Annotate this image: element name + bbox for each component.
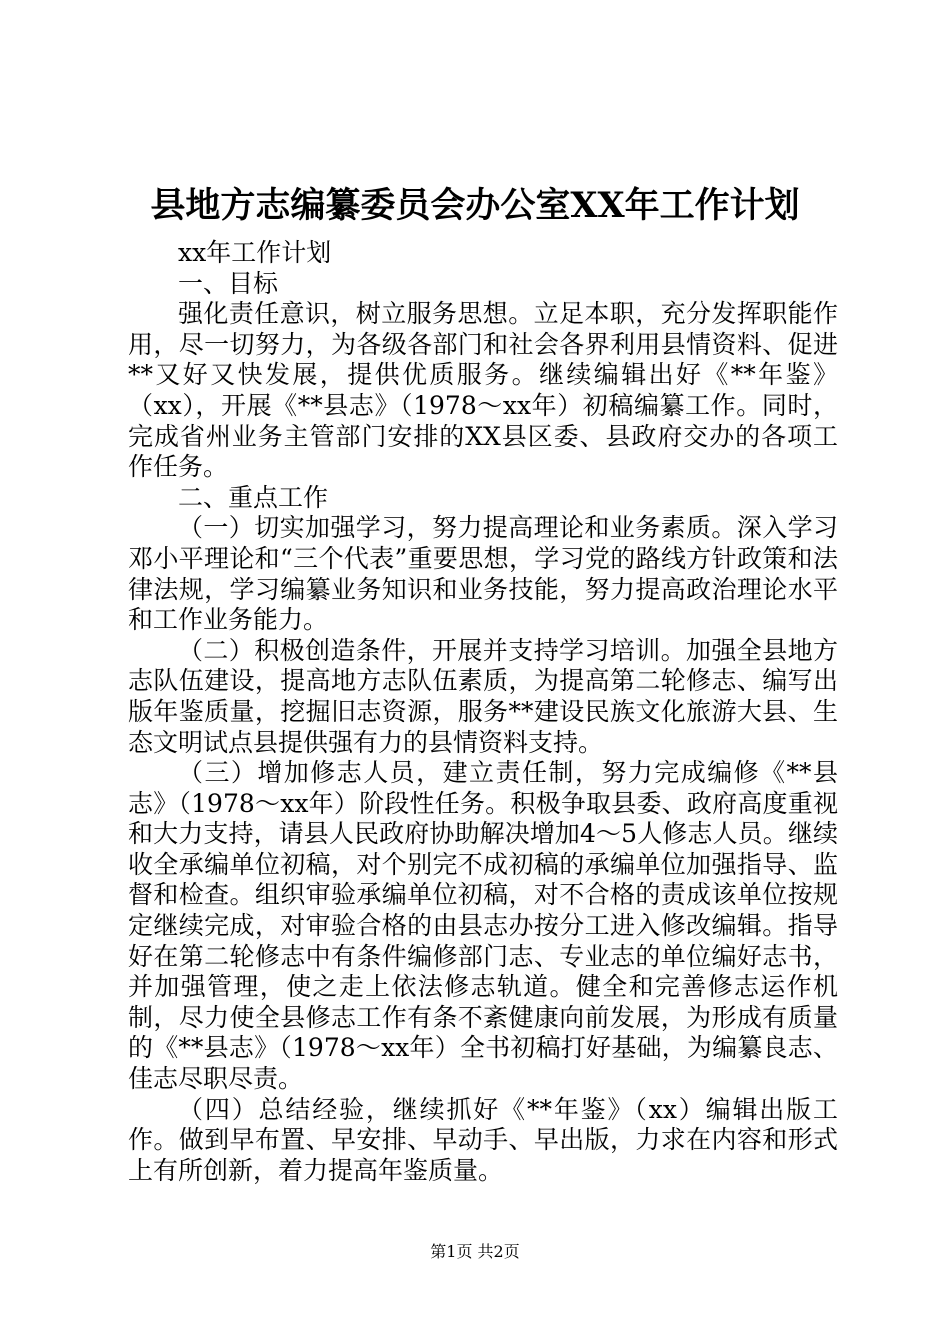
paragraph-item-3: （三）增加修志人员，建立责任制，努力完成编修《**县志》（1978～xx年）阶段性任务。积极争取县委、政府高度重视和大力支持，请县人民政府协助解决增加4～5人修志人员。继续收全承编单位初稿，对个别完不成初稿的承编单位加强指导、监督和检查。组织审验承编单位初稿，对不合格的责成该单位按规定继续完成，对审验合格的由县志办按分工进入修改编辑。指导好在第二轮修志中有条件编修部门志、专业志的单位编好志书，并加强管理，使之走上依法修志轨道。健全和完善修志运作机制，尽力使全县修志工作有条不紊健康向前发展，为形成有质量的《**县志》（1978～xx年）全书初稿打好基础，为编纂良志、佳志尽职尽责。 xyxy=(128,758,838,1094)
paragraph-item-4: （四）总结经验，继续抓好《**年鉴》（xx）编辑出版工作。做到早布置、早安排、早动手、早出版，力求在内容和形式上有所创新，着力提高年鉴质量。 xyxy=(128,1094,838,1185)
page-footer: 第1页 共2页 xyxy=(430,1242,520,1261)
paragraph-item-1: （一）切实加强学习，努力提高理论和业务素质。深入学习邓小平理论和“三个代表”重要思想，学习党的路线方针政策和法律法规，学习编纂业务知识和业务技能，努力提高政治理论水平和工作业务能力。 xyxy=(128,513,838,635)
plan-subtitle: xx年工作计划 xyxy=(178,238,332,267)
document-body xyxy=(128,238,838,1186)
section-heading-goals: 一、目标 xyxy=(178,268,279,298)
document-title: 县地方志编纂委员会办公室XX年工作计划 xyxy=(150,185,800,226)
paragraph-goals: 强化责任意识，树立服务思想。立足本职，充分发挥职能作用，尽一切努力，为各级各部门和社会各界利用县情资料、促进**又好又快发展，提供优质服务。继续编辑出好《**年鉴》（xx），开展《**县志》（1978～xx年）初稿编纂工作。同时，完成省州业务主管部门安排的XX县区委、县政府交办的各项工作任务。 xyxy=(128,299,838,482)
paragraph-item-2: （二）积极创造条件，开展并支持学习培训。加强全县地方志队伍建设，提高地方志队伍素质，为提高第二轮修志、编写出版年鉴质量，挖掘旧志资源，服务**建设民族文化旅游大县、生态文明试点县提供强有力的县情资料支持。 xyxy=(128,635,838,757)
section-heading-key-work: 二、重点工作 xyxy=(178,482,329,512)
